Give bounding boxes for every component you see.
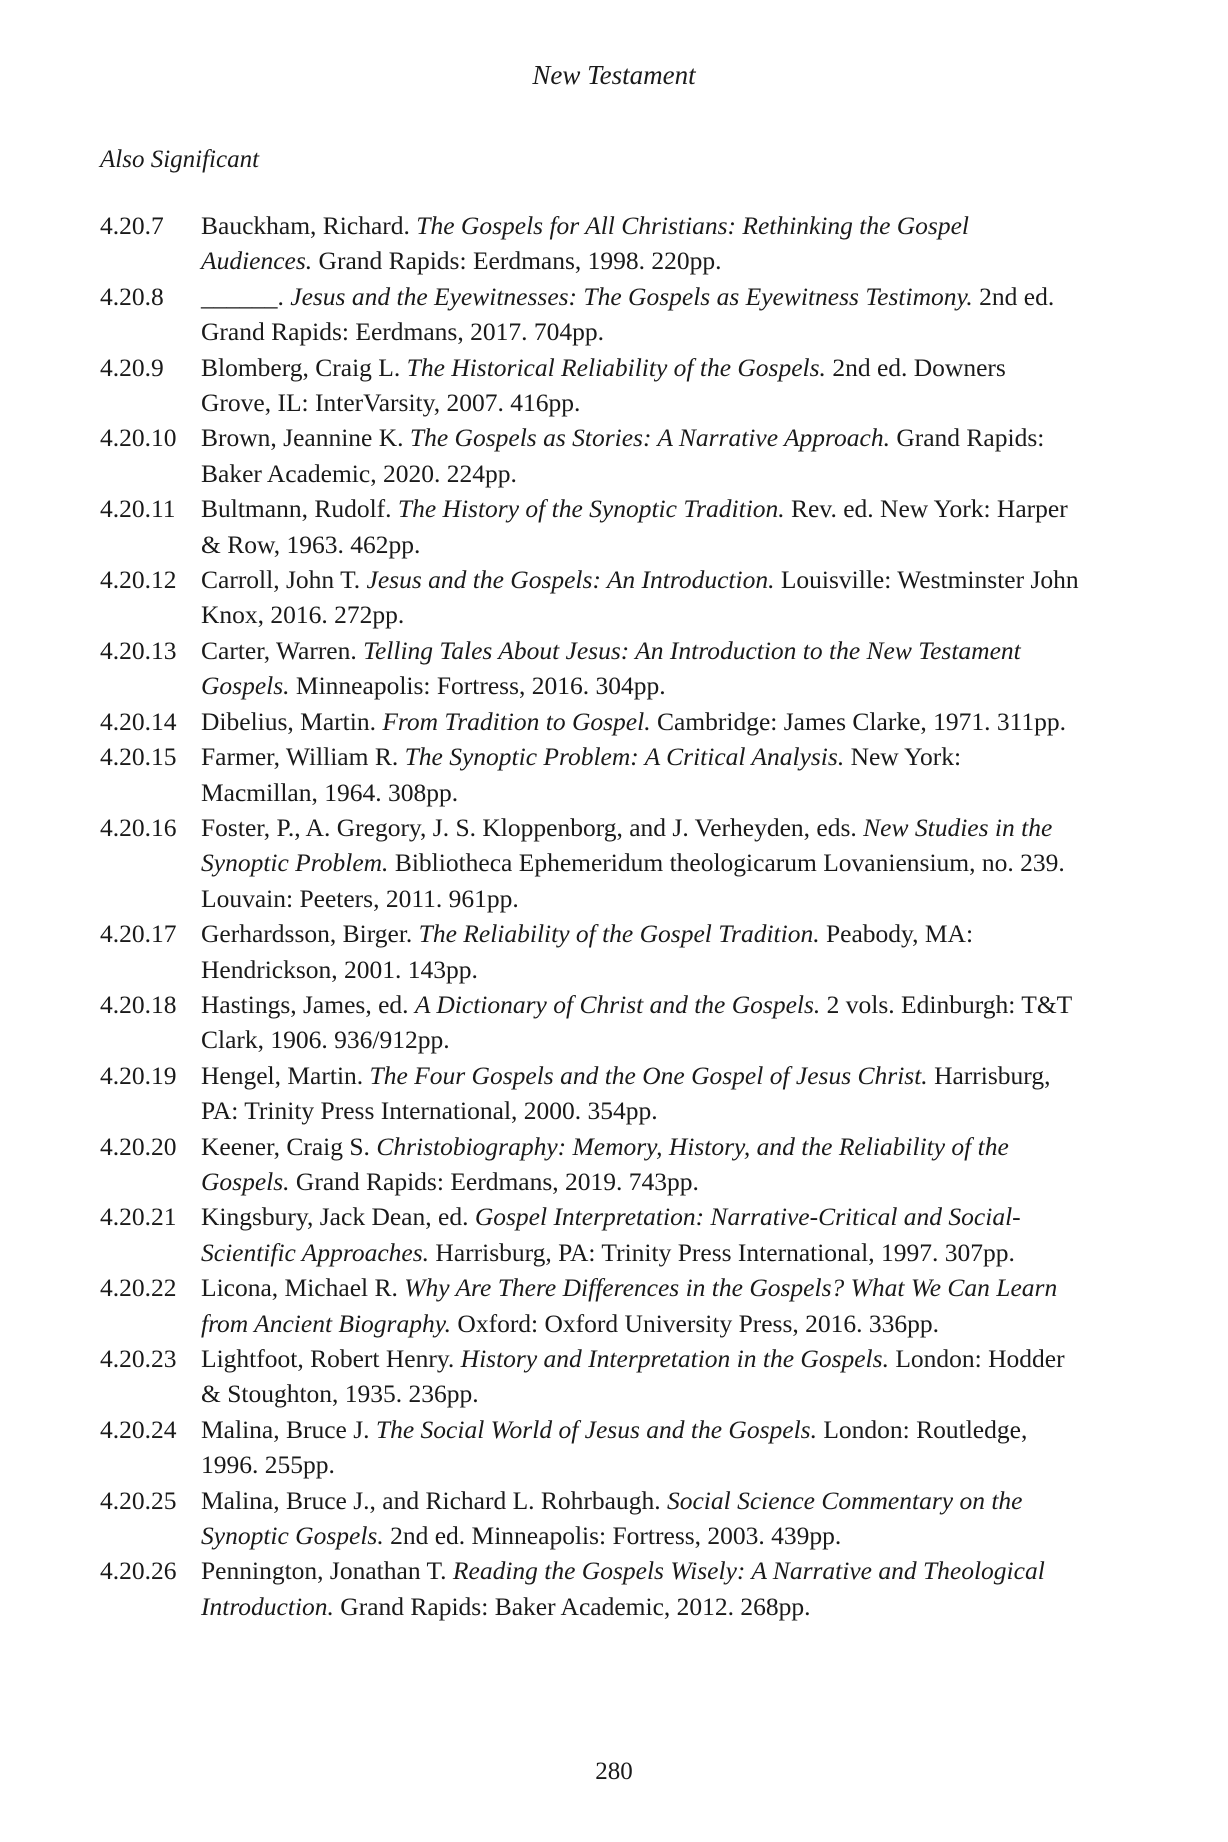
entry-author: Bauckham, Richard. (201, 211, 417, 240)
entry-author: Keener, Craig S. (201, 1131, 377, 1161)
entry-citation (201, 633, 1081, 704)
entry-author: Brown, Jeannine K. (201, 423, 410, 453)
entry-publication: Cambridge: James Clarke, 1971. 311pp. (650, 706, 1067, 736)
entry-citation (201, 739, 1081, 810)
entry-title: The Gospels for All Christians: Rethinking the Gospel Audiences. (201, 211, 970, 276)
bibliography-entry (100, 987, 1140, 1058)
entry-publication: Harrisburg, PA: Trinity Press International, 1997. 307pp. (429, 1237, 1015, 1267)
entry-title: Social Science Commentary on the Synoptic Gospels. (201, 1485, 1023, 1551)
bibliography-entry (100, 1412, 1140, 1483)
entry-number: 4.20.12 (100, 565, 177, 595)
entry-number: 4.20.10 (100, 423, 177, 453)
entry-publication: Grand Rapids: Eerdmans, 2019. 743pp. (289, 1166, 699, 1196)
entry-number: 4.20.11 (100, 494, 176, 524)
entry-citation (201, 1270, 1081, 1341)
entry-publication: 2nd ed. Minneapolis: Fortress, 2003. 439pp. (383, 1521, 842, 1551)
entry-number: 4.20.17 (100, 919, 177, 949)
entry-title: Jesus and the Eyewitnesses: The Gospels as Eyewitness Testimony. (290, 281, 973, 311)
bibliography-entry (100, 1270, 1140, 1341)
entry-number: 4.20.8 (100, 281, 164, 311)
entry-publication: 2nd ed. Downers Grove, IL: InterVarsity, 2007. 416pp. (201, 352, 1006, 418)
entry-title: The History of the Synoptic Tradition. (397, 494, 785, 524)
bibliography-entry (100, 704, 1140, 739)
entry-title: Telling Tales About Jesus: An Introduction to the New Testament Gospels. (201, 635, 1021, 701)
entry-publication: Harrisburg, PA: Trinity Press International, 2000. 354pp. (201, 1060, 1051, 1126)
entry-number: 4.20.14 (100, 706, 177, 736)
entry-citation (201, 1412, 1081, 1483)
entry-number: 4.20.22 (100, 1273, 177, 1303)
entry-citation (201, 208, 1081, 279)
entry-number: 4.20.16 (100, 812, 177, 842)
bibliography-entry (100, 1483, 1140, 1554)
entry-citation (201, 1199, 1081, 1270)
entry-citation (201, 1553, 1081, 1624)
entry-number: 4.20.21 (100, 1202, 177, 1232)
bibliography-list (100, 208, 1140, 1624)
entry-author: Malina, Bruce J., and Richard L. Rohrbaugh. (201, 1485, 667, 1515)
entry-title: The Gospels as Stories: A Narrative Approach. (409, 423, 890, 453)
entry-number: 4.20.25 (100, 1485, 177, 1515)
entry-author: Dibelius, Martin. (201, 706, 383, 736)
entry-author: Carroll, John T. (201, 565, 367, 595)
bibliography-entry (100, 1553, 1140, 1624)
entry-number: 4.20.9 (100, 352, 164, 382)
entry-title: A Dictionary of Christ and the Gospels. (414, 989, 821, 1019)
entry-author: Blomberg, Craig L. (201, 352, 407, 382)
entry-citation (201, 1129, 1081, 1200)
bibliography-entry (100, 208, 1140, 279)
bibliography-entry (100, 739, 1140, 810)
entry-publication: Rev. ed. New York: Harper & Row, 1963. 462pp. (201, 494, 1068, 559)
entry-publication: Louisville: Westminster John Knox, 2016. 272pp. (201, 565, 1079, 630)
entry-publication: Bibliotheca Ephemeridum theologicarum Lovaniensium, no. 239. Louvain: Peeters, 2011. 961pp. (201, 848, 1065, 913)
entry-author: ______. (201, 281, 291, 311)
bibliography-entry (100, 810, 1140, 916)
bibliography-entry (100, 916, 1140, 987)
entry-title: The Synoptic Problem: A Critical Analysis. (404, 742, 845, 772)
entry-title: Jesus and the Gospels: An Introduction. (366, 565, 775, 595)
entry-title: Why Are There Differences in the Gospels? What We Can Learn from Ancient Biography. (201, 1273, 1058, 1338)
section-heading: Also Significant (100, 146, 260, 173)
entry-author: Licona, Michael R. (201, 1273, 405, 1303)
entry-publication: Grand Rapids: Eerdmans, 1998. 220pp. (312, 246, 722, 276)
entry-author: Farmer, William R. (201, 742, 405, 772)
entry-number: 4.20.7 (100, 211, 164, 240)
entry-title: New Studies in the Synoptic Problem. (201, 812, 1053, 878)
entry-author: Lightfoot, Robert Henry. (201, 1344, 461, 1373)
entry-publication: 2nd ed. Grand Rapids: Eerdmans, 2017. 704pp. (201, 281, 1055, 347)
bibliography-entry (100, 562, 1140, 633)
entry-number: 4.20.18 (100, 989, 177, 1019)
entry-citation (201, 491, 1081, 562)
entry-publication: New York: Macmillan, 1964. 308pp. (201, 742, 962, 807)
entry-author: Foster, P., A. Gregory, J. S. Kloppenborg, and J. Verheyden, eds. (201, 812, 864, 842)
entry-citation (201, 279, 1081, 350)
entry-author: Malina, Bruce J. (201, 1414, 376, 1444)
entry-number: 4.20.23 (100, 1344, 177, 1373)
entry-number: 4.20.19 (100, 1060, 177, 1090)
bibliography-entry (100, 491, 1140, 562)
entry-citation (201, 1058, 1081, 1129)
entry-title: History and Interpretation in the Gospels. (460, 1344, 889, 1373)
bibliography-entry (100, 279, 1140, 350)
entry-author: Kingsbury, Jack Dean, ed. (201, 1202, 475, 1232)
bibliography-entry (100, 1199, 1140, 1270)
entry-number: 4.20.24 (100, 1414, 177, 1444)
bibliography-entry (100, 1129, 1140, 1200)
entry-citation (201, 350, 1081, 421)
entry-publication: Grand Rapids: Baker Academic, 2012. 268pp. (333, 1591, 811, 1621)
entry-publication: Minneapolis: Fortress, 2016. 304pp. (289, 671, 666, 701)
entry-number: 4.20.15 (100, 742, 177, 772)
entry-publication: London: Hodder & Stoughton, 1935. 236pp. (201, 1344, 1065, 1409)
entry-citation (201, 562, 1081, 633)
entry-author: Gerhardsson, Birger. (201, 919, 419, 949)
entry-author: Hastings, James, ed. (201, 989, 415, 1019)
entry-publication: Oxford: Oxford University Press, 2016. 336pp. (451, 1308, 940, 1338)
entry-citation (201, 1483, 1081, 1554)
entry-title: The Reliability of the Gospel Tradition. (418, 919, 820, 949)
entry-number: 4.20.26 (100, 1556, 177, 1586)
entry-title: Reading the Gospels Wisely: A Narrative and Theological Introduction. (201, 1556, 1045, 1621)
entry-citation (201, 1341, 1081, 1412)
entry-author: Pennington, Jonathan T. (201, 1556, 453, 1586)
bibliography-entry (100, 1058, 1140, 1129)
bibliography-entry (100, 1341, 1140, 1412)
entry-title: The Social World of Jesus and the Gospels. (375, 1414, 817, 1444)
bibliography-entry (100, 350, 1140, 421)
entry-citation (201, 916, 1081, 987)
entry-author: Carter, Warren. (201, 635, 364, 665)
running-head: New Testament (532, 60, 696, 90)
entry-author: Bultmann, Rudolf. (201, 494, 398, 524)
entry-citation (201, 987, 1081, 1058)
bibliography-entry (100, 420, 1140, 491)
entry-title: From Tradition to Gospel. (382, 706, 651, 736)
entry-number: 4.20.13 (100, 635, 177, 665)
entry-publication: London: Routledge, 1996. 255pp. (201, 1414, 1028, 1480)
entry-citation (201, 704, 1081, 739)
entry-number: 4.20.20 (100, 1131, 177, 1161)
entry-title: Christobiography: Memory, History, and the Reliability of the Gospels. (201, 1131, 1009, 1196)
page-number: 280 (595, 1758, 633, 1785)
entry-title: The Historical Reliability of the Gospels. (406, 352, 826, 382)
entry-publication: Grand Rapids: Baker Academic, 2020. 224pp. (201, 423, 1045, 488)
entry-author: Hengel, Martin. (201, 1060, 370, 1090)
entry-citation (201, 420, 1081, 491)
bibliography-entry (100, 633, 1140, 704)
entry-title: Gospel Interpretation: Narrative-Critical and Social-Scientific Approaches. (201, 1202, 1021, 1267)
entry-citation (201, 810, 1081, 916)
entry-publication: Peabody, MA: Hendrickson, 2001. 143pp. (201, 919, 974, 984)
entry-publication: 2 vols. Edinburgh: T&T Clark, 1906. 936/912pp. (201, 989, 1072, 1055)
entry-title: The Four Gospels and the One Gospel of Jesus Christ. (369, 1060, 928, 1090)
